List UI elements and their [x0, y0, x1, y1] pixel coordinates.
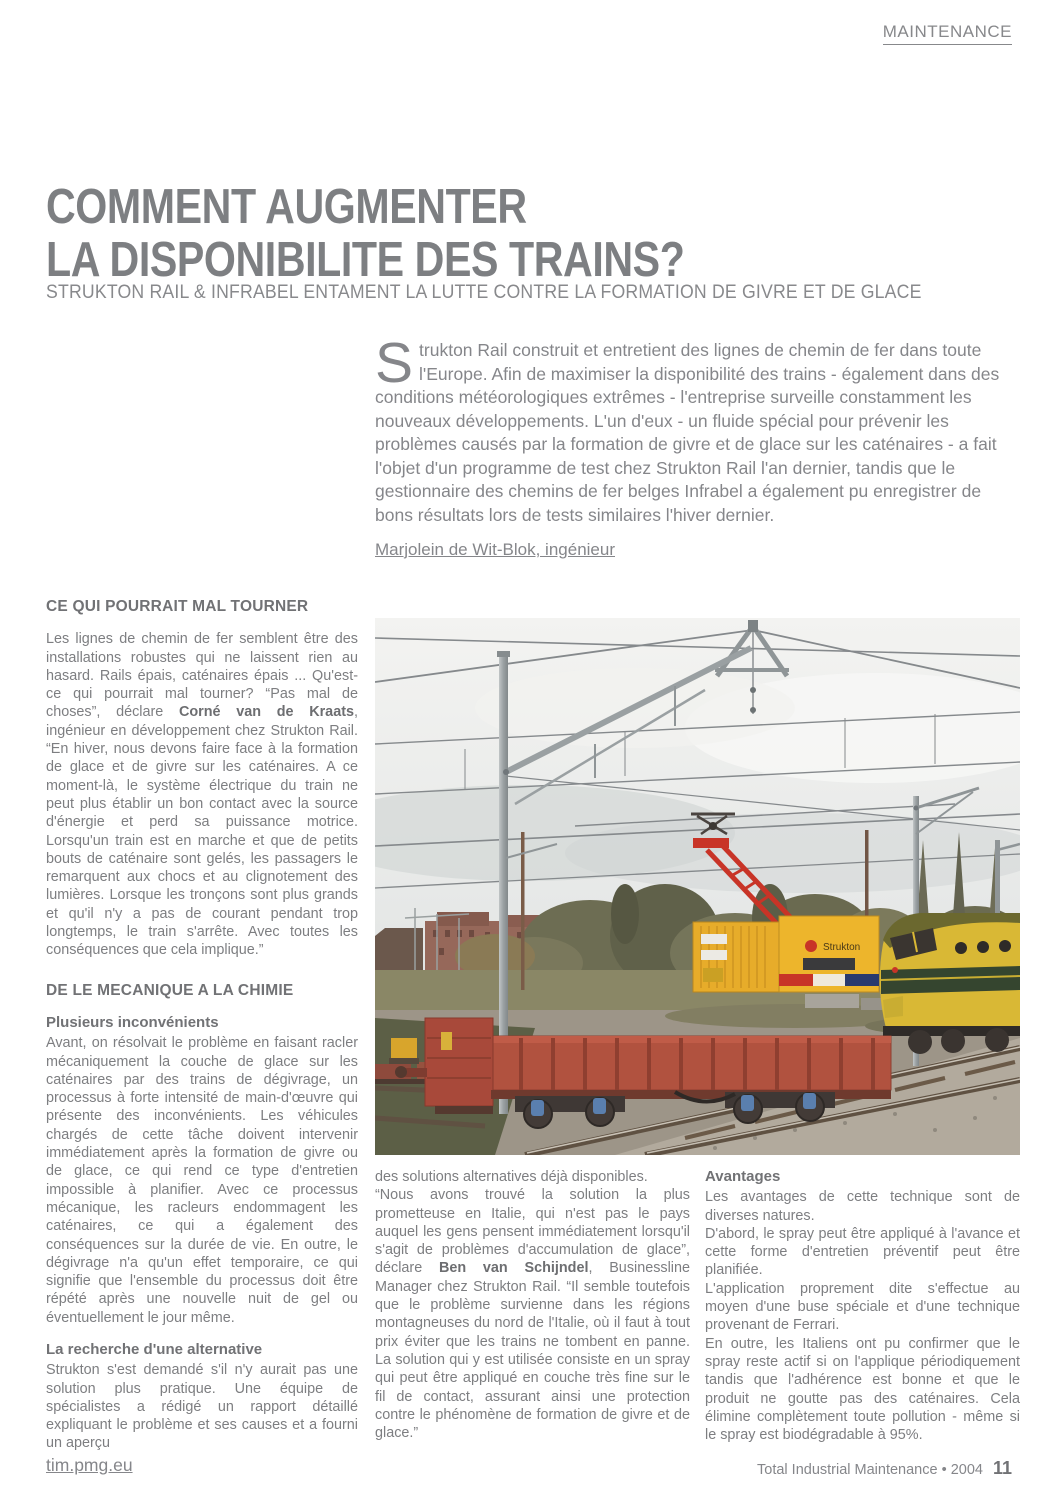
title-line-2: LA DISPONIBILITE DES TRAINS?: [46, 232, 685, 287]
left-column: [46, 598, 358, 1466]
drop-cap: S: [375, 331, 414, 395]
paragraph: Strukton s'est demandé s'il n'y aurait pas une solution plus pratique. Une équipe de spécialistes a rédigé un rapport détaillé expliquant le problème et ses causes et a fourni un aperçu: [46, 1362, 358, 1452]
intro-text: trukton Rail construit et entretient des lignes de chemin de fer dans toute l'Europe. Afin de maximiser la disponibilité des trains - également dans des conditions météorologiques extrêmes - l'entreprise surveille constamment les nouveaux développements. L'un d'eux - un fluide spécial pour prévenir les problèmes causés par la formation de givre et de glace sur les caténaires - a fait l'objet d'un programme de test chez Strukton Rail l'an dernier, tandis que le gestionnaire des chemins de fer belges Infrabel a également pu enregistrer de bons résultats lors de tests similaires l'hiver dernier.: [375, 340, 1000, 525]
magazine-credit: Total Industrial Maintenance • 2004: [757, 1462, 983, 1478]
paragraph: Avant, on résolvait le problème en faisant racler mécaniquement la couche de glace sur les caténaires par des trains de dégivrage, un processus à forte intensité de main-d'œuvre qui présente des inconvénients. Les véhicules chargés de cette tâche doivent intervenir immédiatement après la formation de givre ou de glace, ce qui rend ce type d'entretien impossible à planifier. Avec ce processus mécanique, les racleurs endommagent les caténaires, ce qui a également des conséquences sur la durée de vie. En outre, le dégivrage n'a qu'un effet temporaire, ce qui signifie que l'ensemble du processus doit être répété après une nouvelle nuit de gel ou éventuellement le jour même.: [46, 1035, 358, 1326]
yellow-maintenance-unit: [693, 916, 879, 992]
sub-heading: Plusieurs inconvénients: [46, 1013, 219, 1031]
section-kicker: MAINTENANCE: [883, 22, 1012, 45]
right-column: [705, 1168, 1020, 1457]
paragraph: [375, 1186, 690, 1442]
paragraph: L'application proprement dite s'effectue au moyen d'une buse spéciale et d'une technique provenant de Ferrari.: [705, 1280, 1020, 1334]
paragraph: En outre, les Italiens ont pu confirmer que le spray reste actif si on l'applique périodiquement tandis que l'adhérence est bonne et que le produit ne goutte pas des caténaires. Cela élimine complètement toute pollution - même si le spray est biodégradable à 95%.: [705, 1335, 1020, 1444]
container-brand-label: Strukton: [823, 942, 861, 953]
footer-credit: [757, 1458, 1012, 1479]
section-heading: DE LE MECANIQUE A LA CHIMIE: [46, 981, 294, 999]
page-title: [46, 181, 684, 287]
middle-column: [375, 1168, 690, 1455]
person-name: Corné van de Kraats: [178, 704, 354, 721]
paragraph: Les avantages de cette technique sont de diverses natures.: [705, 1189, 1020, 1224]
sub-heading: La recherche d'une alternative: [46, 1340, 263, 1358]
paragraph-text: , ingénieur en développement chez Strukton Rail. “En hiver, nous devons faire face à la formation de glace et de givre sur les caténaires. A ce moment-là, le système électrique du train ne peut plus établir un bon contact avec la source d'énergie et perd sa puissance motrice. Lorsqu'un train est en marche et que de petits bouts de caténaire sont gelés, les passagers le remarquent aux chocs et au clignotement des lumières. Lorsque les tronçons sont plus grands et qu'il n'y a pas de courant pendant trop longtemps, le train s'arrête. Avec toutes les conséquences que cela implique.”: [46, 704, 358, 959]
paragraph-text: “Nous avons trouvé la solution la plus prometteuse en Italie, qui n'est pas le pays auquel les gens pensent immédiatement lorsqu'il s'agit de problèmes d'accumulation de glace”, déclare: [375, 1187, 690, 1277]
paragraph-text: , Businessline Manager chez Strukton Rail. “Il semble toutefois que le problème survienne dans les régions montagneuses du nord de l'Italie, où il faut à tout prix éviter que les trains ne tombent en panne. La solution qui y est utilisée consiste en un spray qui peut être appliqué en couche très fine sur le fil de contact, assurant ainsi une protection contre le phénomène de formation de givre et de glace.”: [375, 1260, 691, 1442]
page-number: 11: [992, 1458, 1012, 1478]
footer-website-link[interactable]: tim.pmg.eu: [46, 1455, 133, 1475]
paragraph-text: Les lignes de chemin de fer semblent être des installations robustes qui ne laissent rien au hasard. Rails épais, caténaires épais ... Qu'est-ce qui pourrait mal tourner? “Pas mal de choses”, déclare: [46, 631, 358, 721]
article-subtitle: STRUKTON RAIL & INFRABEL ENTAMENT LA LUTTE CONTRE LA FORMATION DE GIVRE ET DE GLACE: [46, 282, 922, 303]
paragraph: D'abord, le spray peut être appliqué à l'avance et cette forme d'entretien préventif peut être planifiée.: [705, 1225, 1020, 1279]
railway-scene: [375, 618, 1020, 1155]
paragraph: [46, 630, 358, 959]
paragraph: des solutions alternatives déjà disponibles.: [375, 1169, 648, 1185]
author-byline: Marjolein de Wit-Blok, ingénieur: [375, 540, 615, 559]
article-photo: [375, 618, 1020, 1155]
locomotive: [880, 913, 1020, 1054]
sub-heading: Avantages: [705, 1168, 781, 1185]
person-name: Ben van Schijndel: [438, 1260, 589, 1277]
title-line-1: COMMENT AUGMENTER: [46, 179, 527, 234]
intro-paragraph: [375, 331, 1020, 527]
section-heading: CE QUI POURRAIT MAL TOURNER: [46, 598, 309, 615]
